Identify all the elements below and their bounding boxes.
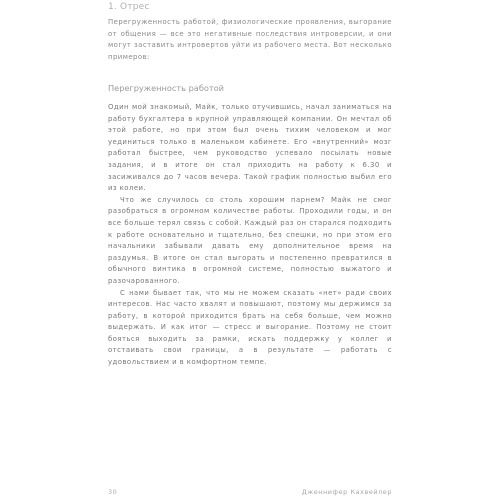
body-paragraph: Что же случилось со столь хорошим парнем? Майк не смог разобраться в огромном количестве работы. Проходили годы, и он все больше терял связь с собой. Каждый раз он старался подходить к работе основательно и тщательно, без спешки, но при этом его начальники забывали давать ему дополнительное время на раздумья. В итоге он стал выгорать и постепенно превратился в обычного винтика в огромной системе, полностью выжатого и разочарованного. (108, 195, 392, 285)
subheading: Перегруженность работой (108, 83, 224, 93)
page-footer (108, 488, 392, 498)
page-number: 30 (108, 488, 118, 496)
intro-paragraph: Перегруженность работой, физиологические проявления, выгорание от общения — все это негативные последствия интроверсии, и они могут заставить интровертов уйти из рабочего места. Вот несколько примеров: (108, 18, 392, 61)
section-title: 1. Отрес (108, 2, 150, 12)
body-text (108, 102, 392, 369)
body-paragraph: Один мой знакомый, Майк, только отучившись, начал заниматься на работу бухгалтера в крупной управляющей компании. Он мечтал об этой работе, но при этом был очень тихим человеком и мог уединиться только в маленьком кабинете. Его «внутренний» мозг работал быстрее, чем руководство успевало посылать новые задания, и в итоге он стал приходить на работу к 6.30 и засиживался до 7 часов вечера. Такой график полностью выбил его из колеи. (108, 103, 392, 193)
author-name: Дженнифер Кахвейлер (301, 488, 392, 496)
book-page (108, 0, 392, 500)
body-paragraph: С нами бывает так, что мы не можем сказать «нет» ради своих интересов. Нас часто хвалят и повышают, поэтому мы держимся за работу, в которой приходится брать на себя больше, чем можно выдержать. И как итог — стресс и выгорание. Поэтому не стоит бояться выходить за рамки, искать поддержку у коллег и отстаивать свои границы, а в результате — работать с удовольствием и в комфортном темпе. (108, 288, 392, 367)
